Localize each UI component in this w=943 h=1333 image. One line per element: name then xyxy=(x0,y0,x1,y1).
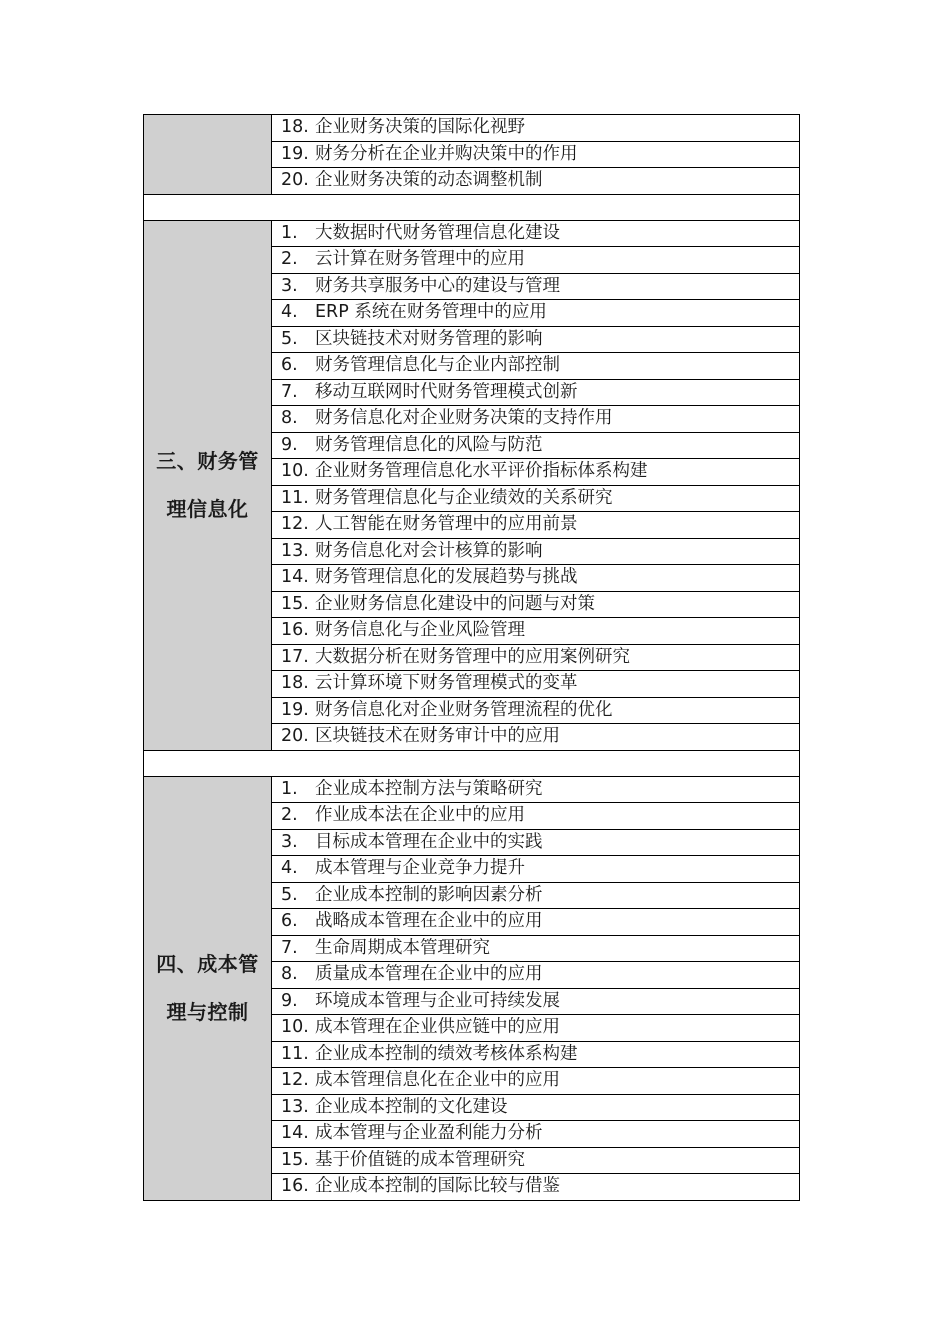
category-cell xyxy=(144,776,272,1200)
topic-cell xyxy=(272,300,800,327)
topic-number: 1. xyxy=(281,222,298,243)
topic-title: 企业成本控制方法与策略研究 xyxy=(315,778,543,799)
topic-cell xyxy=(272,671,800,698)
topic-title: 财务管理信息化与企业绩效的关系研究 xyxy=(315,487,613,508)
topic-cell xyxy=(272,1041,800,1068)
topic-cell xyxy=(272,141,800,168)
topic-title: 质量成本管理在企业中的应用 xyxy=(315,964,543,985)
topic-title: 云计算在财务管理中的应用 xyxy=(315,249,525,270)
topic-cell xyxy=(272,988,800,1015)
topic-title: 战略成本管理在企业中的应用 xyxy=(315,911,543,932)
topic-cell xyxy=(272,353,800,380)
topic-title: 人工智能在财务管理中的应用前景 xyxy=(315,514,578,535)
topic-number: 5. xyxy=(281,328,298,349)
topic-number: 13. xyxy=(281,1096,309,1117)
topic-number: 14. xyxy=(281,1123,309,1144)
topic-cell xyxy=(272,618,800,645)
topic-title: 企业成本控制的文化建设 xyxy=(315,1096,508,1117)
topic-row xyxy=(144,776,800,803)
topic-number: 18. xyxy=(281,673,309,694)
topic-number: 11. xyxy=(281,487,309,508)
topic-cell xyxy=(272,1094,800,1121)
topic-cell xyxy=(272,432,800,459)
topic-title: 目标成本管理在企业中的实践 xyxy=(315,831,543,852)
topic-number: 14. xyxy=(281,567,309,588)
topic-table-body xyxy=(144,115,800,1201)
topic-cell xyxy=(272,406,800,433)
topic-number: 20. xyxy=(281,726,309,747)
topic-title: 企业成本控制的国际比较与借鉴 xyxy=(315,1176,560,1197)
topic-number: 2. xyxy=(281,805,298,826)
topic-title: 环境成本管理与企业可持续发展 xyxy=(315,990,560,1011)
topic-cell xyxy=(272,1015,800,1042)
topic-title: 成本管理与企业盈利能力分析 xyxy=(315,1123,543,1144)
document-page xyxy=(143,114,800,1201)
section-spacer-row xyxy=(144,750,800,776)
category-label: 理与控制 xyxy=(166,1000,249,1024)
topic-number: 9. xyxy=(281,434,298,455)
topic-title: ERP 系统在财务管理中的应用 xyxy=(315,302,547,323)
topic-title: 大数据时代财务管理信息化建设 xyxy=(315,222,560,243)
topic-number: 19. xyxy=(281,143,309,164)
topic-title: 财务信息化对会计核算的影响 xyxy=(315,540,543,561)
topic-number: 8. xyxy=(281,408,298,429)
topic-cell xyxy=(272,115,800,142)
category-label: 四、成本管 xyxy=(156,952,259,976)
topic-number: 1. xyxy=(281,778,298,799)
topic-title: 区块链技术对财务管理的影响 xyxy=(315,328,543,349)
category-label: 理信息化 xyxy=(166,497,249,521)
topic-cell xyxy=(272,512,800,539)
topic-cell xyxy=(272,538,800,565)
topic-title: 成本管理在企业供应链中的应用 xyxy=(315,1017,560,1038)
topic-cell xyxy=(272,273,800,300)
topic-cell xyxy=(272,856,800,883)
topic-number: 7. xyxy=(281,937,298,958)
topic-number: 3. xyxy=(281,275,298,296)
topic-cell xyxy=(272,803,800,830)
topic-title: 企业财务信息化建设中的问题与对策 xyxy=(315,593,595,614)
topic-cell xyxy=(272,644,800,671)
topic-cell xyxy=(272,591,800,618)
topic-title: 企业财务决策的动态调整机制 xyxy=(315,170,543,191)
topic-number: 10. xyxy=(281,461,309,482)
topic-cell xyxy=(272,326,800,353)
topic-cell xyxy=(272,379,800,406)
topic-cell xyxy=(272,962,800,989)
topic-title: 移动互联网时代财务管理模式创新 xyxy=(315,381,578,402)
topic-cell xyxy=(272,882,800,909)
topic-cell xyxy=(272,565,800,592)
topic-number: 2. xyxy=(281,249,298,270)
section-spacer-cell xyxy=(144,750,800,776)
topic-number: 15. xyxy=(281,1149,309,1170)
topic-cell xyxy=(272,909,800,936)
topic-cell xyxy=(272,485,800,512)
topic-title: 财务分析在企业并购决策中的作用 xyxy=(315,143,578,164)
topic-title: 财务信息化与企业风险管理 xyxy=(315,620,525,641)
topic-title: 财务信息化对企业财务决策的支持作用 xyxy=(315,408,613,429)
topic-title: 财务管理信息化的风险与防范 xyxy=(315,434,543,455)
topic-number: 12. xyxy=(281,514,309,535)
category-cell xyxy=(144,220,272,750)
topic-cell xyxy=(272,459,800,486)
topic-number: 5. xyxy=(281,884,298,905)
topic-title: 成本管理信息化在企业中的应用 xyxy=(315,1070,560,1091)
topic-title: 企业财务决策的国际化视野 xyxy=(315,117,525,138)
topic-title: 财务管理信息化的发展趋势与挑战 xyxy=(315,567,578,588)
topic-number: 16. xyxy=(281,620,309,641)
topic-cell xyxy=(272,697,800,724)
topic-title: 生命周期成本管理研究 xyxy=(315,937,490,958)
topic-title: 区块链技术在财务审计中的应用 xyxy=(315,726,560,747)
topic-number: 16. xyxy=(281,1176,309,1197)
topic-cell xyxy=(272,1068,800,1095)
topic-number: 3. xyxy=(281,831,298,852)
topic-title: 财务管理信息化与企业内部控制 xyxy=(315,355,560,376)
topic-number: 9. xyxy=(281,990,298,1011)
topic-title: 成本管理与企业竞争力提升 xyxy=(315,858,525,879)
topic-title: 大数据分析在财务管理中的应用案例研究 xyxy=(315,646,630,667)
topic-title: 企业财务管理信息化水平评价指标体系构建 xyxy=(315,461,648,482)
topic-number: 13. xyxy=(281,540,309,561)
topic-number: 8. xyxy=(281,964,298,985)
topic-cell xyxy=(272,1174,800,1201)
topic-row xyxy=(144,115,800,142)
topic-table xyxy=(143,114,800,1201)
topic-cell xyxy=(272,168,800,195)
topic-title: 基于价值链的成本管理研究 xyxy=(315,1149,525,1170)
topic-row xyxy=(144,220,800,247)
topic-number: 6. xyxy=(281,911,298,932)
topic-cell xyxy=(272,1147,800,1174)
section-spacer-row xyxy=(144,194,800,220)
topic-cell xyxy=(272,247,800,274)
topic-number: 12. xyxy=(281,1070,309,1091)
topic-number: 4. xyxy=(281,858,298,879)
topic-number: 15. xyxy=(281,593,309,614)
topic-title: 财务共享服务中心的建设与管理 xyxy=(315,275,560,296)
topic-number: 11. xyxy=(281,1043,309,1064)
topic-number: 19. xyxy=(281,699,309,720)
topic-title: 企业成本控制的影响因素分析 xyxy=(315,884,543,905)
topic-number: 18. xyxy=(281,117,309,138)
topic-cell xyxy=(272,1121,800,1148)
section-spacer-cell xyxy=(144,194,800,220)
topic-cell xyxy=(272,220,800,247)
topic-number: 4. xyxy=(281,302,298,323)
topic-title: 云计算环境下财务管理模式的变革 xyxy=(315,673,578,694)
topic-cell xyxy=(272,776,800,803)
topic-number: 6. xyxy=(281,355,298,376)
topic-number: 10. xyxy=(281,1017,309,1038)
topic-cell xyxy=(272,935,800,962)
topic-title: 作业成本法在企业中的应用 xyxy=(315,805,525,826)
topic-title: 企业成本控制的绩效考核体系构建 xyxy=(315,1043,578,1064)
topic-number: 17. xyxy=(281,646,309,667)
topic-title: 财务信息化对企业财务管理流程的优化 xyxy=(315,699,613,720)
topic-number: 20. xyxy=(281,170,309,191)
topic-cell xyxy=(272,724,800,751)
topic-number: 7. xyxy=(281,381,298,402)
category-label: 三、财务管 xyxy=(156,449,259,473)
topic-cell xyxy=(272,829,800,856)
category-cell xyxy=(144,115,272,195)
